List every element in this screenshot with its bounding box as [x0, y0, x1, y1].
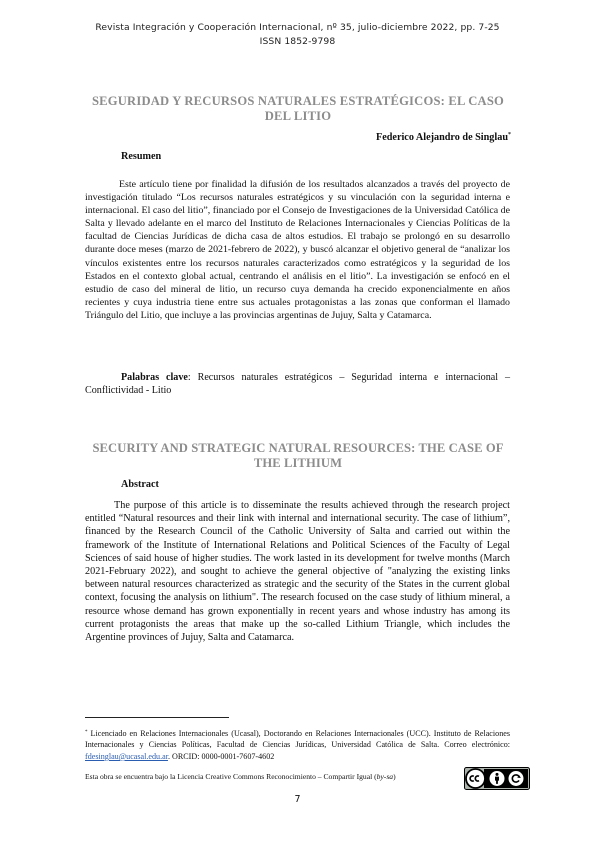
creative-commons-badge[interactable] [464, 767, 530, 790]
keywords-label: Palabras clave [121, 372, 188, 383]
cc-icon [466, 769, 485, 788]
abstract-heading: Abstract [121, 479, 159, 490]
license-text-before: Esta obra se encuentra bajo la Licencia Creative Commons Reconocimiento – Compartir Igual ( [85, 772, 377, 781]
keywords-text: : Recursos naturales estratégicos – Seguridad interna e internacional – Conflictividad - Litio [85, 372, 511, 397]
page-number: 7 [294, 794, 301, 805]
author-email-link[interactable]: fdesinglau@ucasal.edu.ar [85, 751, 168, 761]
journal-header [60, 21, 535, 48]
journal-issn: ISSN 1852-9798 [259, 35, 336, 47]
resumen-heading: Resumen [121, 151, 162, 162]
article-title-english: SECURITY AND STRATEGIC NATURAL RESOURCES: THE CASE OF THE LITHIUM [92, 441, 504, 470]
author-footnote-mark[interactable]: * [508, 132, 511, 138]
resumen-body: Este artículo tiene por finalidad la difusión de los resultados alcanzados a través del proyecto de investigación titulado “Los recursos naturales estratégicos y su vinculación con la seguridad interna e internacional. El caso del litio”, financiado por el Consejo de Investigaciones de la Universidad Católica de Salta y llevado adelante en el marco del Instituto de Relaciones Internacionales y Ciencias Políticas de la facultad de Ciencias Jurídicas de dicha casa de altos estudios. El trabajo se prolongó en su desarrollo durante doce meses (marzo de 2021-febrero de 2022), y buscó alcanzar el objetivo general de “analizar los vínculos existentes entre los recursos naturales caracterizados como estratégicos y la seguridad de los Estados en el contexto global actual, centrando el análisis en el litio”. La investigación se enfocó en el estudio de caso del mineral de litio, un recurso cuya demanda ha crecido exponencialmente en años recientes y cuya industria tiene entre sus actuales protagonistas a las zonas que conforman el llamado Triángulo del Litio, que incluye a las provincias argentinas de Jujuy, Salta y Catamarca. [85, 179, 510, 321]
footnote-divider [85, 717, 229, 718]
footnote-mark: * [85, 730, 88, 735]
author-footnote [85, 727, 510, 762]
license-text-after: ) [393, 772, 396, 781]
article-title-spanish: SEGURIDAD Y RECURSOS NATURALES ESTRATÉGICOS: EL CASO DEL LITIO [91, 94, 505, 123]
author-name [376, 132, 511, 143]
author-name-text: Federico Alejandro de Singlau [376, 132, 508, 143]
by-icon [490, 771, 505, 786]
footnote-text-after: . ORCID: 0000-0001-7607-4602 [167, 751, 275, 761]
sa-icon [509, 771, 524, 786]
keywords-paragraph [85, 371, 510, 398]
footnote-text-before: Licenciado en Relaciones Internacionales (Ucasal), Doctorando en Relaciones Internacionales (UCC). Instituto de Relaciones Internacionales y Ciencias Políticas, Facultad de Ciencias Jurídicas, Universidad Católica de Salta. Correo electrónico: [85, 729, 510, 750]
license-notice [85, 772, 396, 781]
license-type: by-sa [376, 772, 394, 781]
abstract-body: The purpose of this article is to disseminate the results achieved through the research project entitled “Natural resources and their link with internal and international security. The case of lithium”, financed by the Research Council of the Catholic University of Salta and carried out within the framework of the Institute of International Relations and Political Sciences of the Faculty of Legal Sciences of said house of higher studies. The work lasted in its development for twelve months (March 2021-February 2022), and sought to achieve the general objective of "analyzing the existing links between natural resources characterized as strategic and the security of the States in the current global context, focusing the analysis on lithium". The research focused on the case study of lithium mineral, a resource whose demand has grown exponentially in recent years and whose industry has among its current protagonists the areas that make up the so-called Lithium Triangle, which includes the Argentine provinces of Jujuy, Salta and Catamarca. [85, 500, 510, 644]
journal-citation: Revista Integración y Cooperación Internacional, nº 35, julio-diciembre 2022, pp. 7-25 [95, 22, 500, 33]
